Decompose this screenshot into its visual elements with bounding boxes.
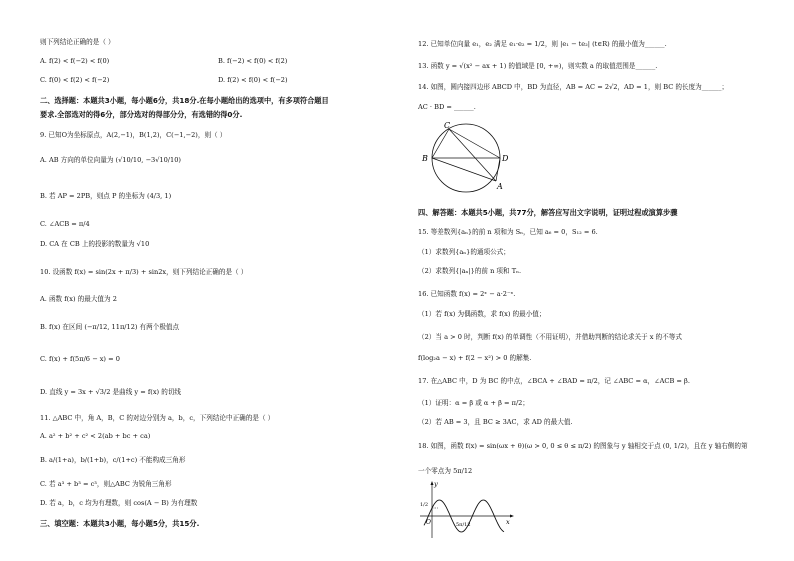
zero-label: 5π/12 [456,522,471,528]
q10-option-c: C. f(x) + f(5π/6 − x) = 0 [40,355,120,363]
q18-stem-cont: 一个零点为 5π/12 [418,467,473,475]
q17-part-1: （1）证明：α = β 或 α + β = π/2； [418,399,529,407]
right-column [418,0,776,561]
q11-option-a: A. a² + b² + c² < 2(ab + bc + ca) [40,432,151,440]
q16-part-2-cont: f(log₂a − x) + f(2 − x²) > 0 的解集. [418,354,532,362]
q13-stem: 13. 函数 y = √(x² − ax + 1) 的值域是 [0, +∞)，则实数 a 的取值范围是______. [418,62,658,70]
origin-label: O [426,519,431,526]
q18-sine-graph [418,478,518,540]
left-column [40,0,388,561]
q10-stem: 10. 设函数 f(x) = sin(2x + π/3) + sin2x，则下列结论正确的是（ ） [40,268,248,276]
label-c: C [444,121,451,130]
q8-option-a: A. f(2) < f(−2) < f(0) [40,57,110,65]
q18-stem: 18. 如图，函数 f(x) = sin(ωx + θ)(ω > 0, 0 ≤ θ ≤ π/2) 的图象与 y 轴相交于点 (0, 1/2)，且在 y 轴右侧的第 [418,442,748,450]
q9-option-a: A. AB 方向的单位向量为 (√10/10, −3√10/10) [40,156,181,164]
q15-stem: 15. 等差数列{aₙ}的前 n 项和为 Sₙ，已知 a₆ = 0，S₁₂ = 6. [418,228,598,236]
q9-stem: 9. 已知O为坐标原点，A(2,−1)，B(1,2)，C(−1,−2)，则（ ） [40,131,227,139]
q16-stem: 16. 已知函数 f(x) = 2ˣ − a·2⁻ˣ. [418,290,516,298]
q12-stem: 12. 已知单位向量 e₁，e₂ 满足 e₁·e₂ = 1/2，则 |e₁ − te₂| (t∈R) 的最小值为______. [418,40,667,48]
q11-option-c: C. 若 a³ + b³ = c³，则△ABC 为锐角三角形 [40,480,172,488]
section-2-heading-cont: 要求.全部选对的得6分，部分选对的得部分分，有选错的得0分. [40,110,243,119]
section-3-heading: 三、填空题：本题共3小题，每小题5分，共15分. [40,519,200,528]
q17-stem: 17. 在△ABC 中，D 为 BC 的中点，∠BCA + ∠BAD = π/2，记 ∠ABC = α，∠ACB = β. [418,377,690,385]
axis-y-label: y [434,480,438,488]
q14-stem-cont: AC · BD = ______. [418,103,476,111]
q11-stem: 11. △ABC 中，角 A，B，C 的对边分别为 a，b，c，下列结论中正确的是（ ） [40,414,275,422]
label-d: D [502,154,509,163]
q14-circle-figure [418,118,518,198]
q9-option-d: D. CA 在 CB 上的投影的数量为 √10 [40,240,150,248]
y-intercept-label: 1/2 [420,502,429,508]
label-a: A [497,182,503,191]
q10-option-b: B. f(x) 在区间 (−π/12, 11π/12) 有两个极值点 [40,323,180,331]
q10-option-d: D. 直线 y = 3x + √3/2 是曲线 y = f(x) 的切线 [40,388,182,396]
q10-option-a: A. 函数 f(x) 的最大值为 2 [40,295,117,303]
q15-part-1: （1）求数列{aₙ}的通项公式； [418,248,510,256]
q8-stem-tail: 则下列结论正确的是（ ） [40,38,115,46]
q16-part-1: （1）若 f(x) 为偶函数，求 f(x) 的最小值； [418,310,546,318]
q11-option-b: B. a/(1+a)，b/(1+b)，c/(1+c) 不能构成三角形 [40,456,186,464]
q8-option-c: C. f(0) < f(2) < f(−2) [40,76,110,84]
section-2-heading: 二、选择题：本题共3小题，每小题6分，共18分.在每小题给出的选项中，有多项符合题目 [40,96,329,105]
q9-option-b: B. 若 AP = 2PB，则点 P 的坐标为 (4/3, 1) [40,192,172,200]
q11-option-d: D. 若 a，b，c 均为有理数，则 cos(A − B) 为有理数 [40,499,198,507]
q9-option-c: C. ∠ACB = π/4 [40,220,90,228]
axis-x-label: x [506,518,510,526]
q16-part-2: （2）当 a > 0 时，判断 f(x) 的单调性（不用证明），并借助判断的结论求关于 x 的不等式 [418,333,682,341]
section-4-heading: 四、解答题：本题共5小题，共77分，解答应写出文字说明，证明过程或演算步骤 [418,208,678,217]
label-b: B [422,154,428,163]
q8-option-d: D. f(2) < f(0) < f(−2) [218,76,288,84]
q8-option-b: B. f(−2) < f(0) < f(2) [218,57,288,65]
q14-stem: 14. 如图，圆内接四边形 ABCD 中，BD 为直径，AB = AC = 2√2，AD = 1，则 BC 的长度为______； [418,83,729,91]
q17-part-2: （2）若 AB = 3，且 BC ≥ 3AC，求 AD 的最大值. [418,418,573,426]
q15-part-2: （2）求数列{|aₙ|}的前 n 项和 Tₙ. [418,267,522,275]
